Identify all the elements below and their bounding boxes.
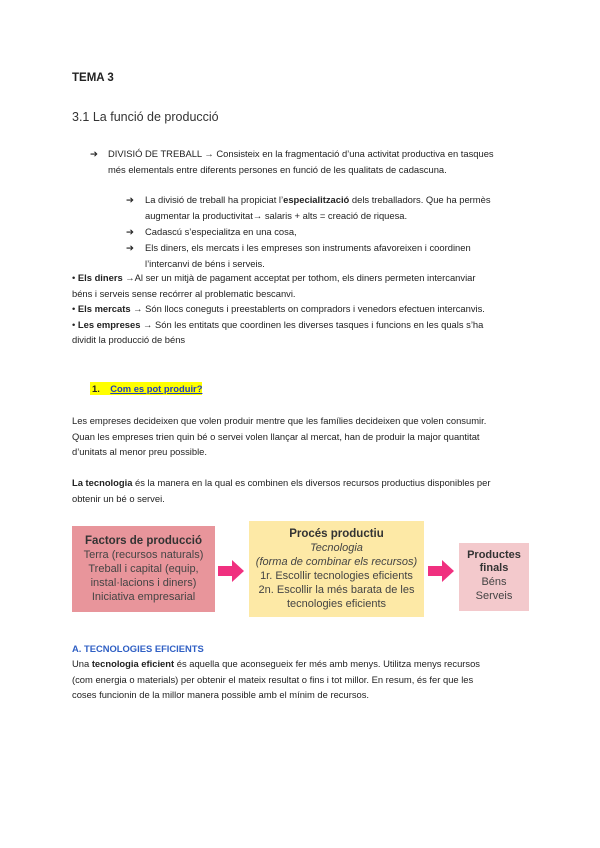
bullet-empreses: • Les empreses → Són les entitats que coordinen les diverses tasques i funcions en les quals s’ha dividit la producció de béns <box>72 318 484 345</box>
bullet-list <box>72 270 542 348</box>
arrow-bullet-icon: ➔ <box>90 148 98 159</box>
box-productes-finals: Productes finals Béns Serveis <box>459 543 529 611</box>
bullet-diners: • Els diners →Al ser un mitjà de pagament acceptat per tothom, els diners permeten intercanviar béns i serveis sense recórrer al problematic bescanvi. <box>72 272 476 299</box>
heading-link[interactable]: Com es pot produir? <box>110 383 203 394</box>
arrow-bullet-icon: ➔ <box>126 194 134 205</box>
paragraph-empreses: Les empreses decideixen que volen produir mentre que les famílies decideixen que volen consumir. Quan les empreses trien quin bé o servei volen llançar al mercat, han de produir la major quantitat d’unitats al menor preu possible. <box>72 415 487 457</box>
sub-item-especialitzacio: La divisió de treball ha propiciat l’especialització dels treballadors. Que ha permès augmentar la productivitat→ salaris + alts = creació de riquesa. <box>145 194 491 221</box>
arrow-bullet-icon: ➔ <box>126 226 134 237</box>
bullet-mercats: • Els mercats → Són llocs coneguts i preestablerts on compradors i venedors efectuen intercanvis. <box>72 303 485 314</box>
divisio-label: DIVISIÓ DE TREBALL <box>108 148 202 159</box>
section-title: 3.1 La funció de producció <box>72 110 219 124</box>
flow-arrow-icon <box>428 560 454 582</box>
sub-item-cadascu: Cadascú s’especialitza en una cosa, <box>145 226 297 237</box>
paragraph-tecnologia: La tecnologia és la manera en la qual es combinen els diversos recursos productius disponibles per obtenir un bé o servei. <box>72 477 491 504</box>
arrow-bullet-icon: ➔ <box>126 242 134 253</box>
section-a-paragraph: Una tecnologia eficient és aquella que aconsegueix fer més amb menys. Utilitza menys recursos (com energia o materials) per obtenir el mateix resultat o fins i tot millor. En resum, és fer que les coses funcionin de la millor manera possible amb el mínim de recursos. <box>72 658 480 700</box>
heading-com-es-pot-produir: 1. Com es pot produir? <box>92 383 203 394</box>
sub-item-diners: Els diners, els mercats i les empreses son instruments afavoreixen i coordinen l’intercanvi de béns i serveis. <box>145 242 471 269</box>
box-proces-productiu: Procés productiu Tecnologia (forma de combinar els recursos) 1r. Escollir tecnologies eficients 2n. Escollir la més barata de les tecnologies eficients <box>249 521 424 617</box>
divisio-paragraph: DIVISIÓ DE TREBALL → Consisteix en la fragmentació d’una activitat productiva en tasques més elementals entre diferents persones en funció de les qualitats de cadascuna. <box>108 148 494 175</box>
flow-arrow-icon <box>218 560 244 582</box>
section-a-title: A. TECNOLOGIES EFICIENTS <box>72 643 204 654</box>
tema-heading: TEMA 3 <box>72 72 114 84</box>
box-factors-produccio: Factors de producció Terra (recursos naturals) Treball i capital (equip, instal·lacions i diners) Iniciativa empresarial <box>72 526 215 612</box>
divisio-text: Consisteix en la fragmentació d’una activitat productiva en tasques <box>216 148 494 159</box>
